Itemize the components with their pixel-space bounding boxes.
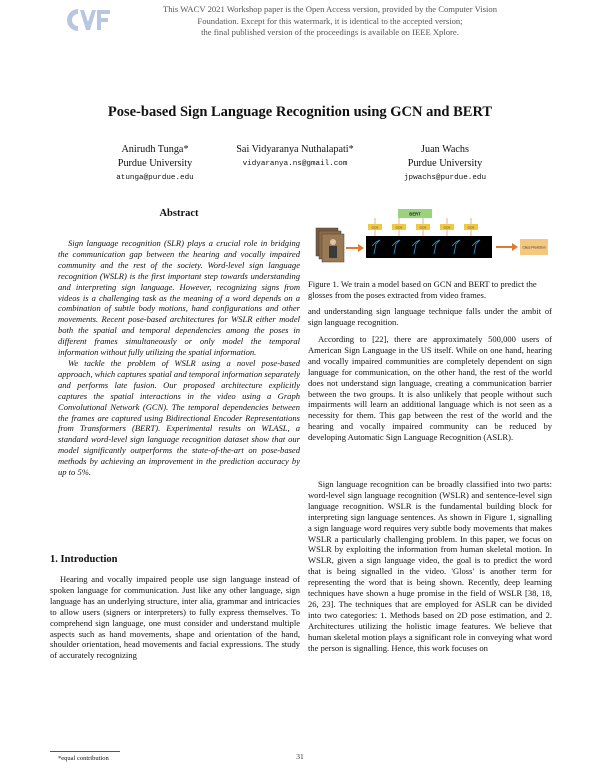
svg-text:GCN: GCN	[371, 225, 379, 230]
paper-title: Pose-based Sign Language Recognition using GCN and BERT	[107, 104, 493, 120]
author-name: Juan Wachs	[421, 144, 469, 155]
body-paragraph: and understanding sign language technique falls under the ambit of sign language recognition.	[308, 306, 552, 327]
author-email: vidyaranya.ns@gmail.com	[242, 160, 348, 168]
watermark-line: This WACV 2021 Workshop paper is the Open Access version, provided by the Computer Vision	[163, 4, 497, 14]
pose-sequence-strip	[366, 236, 492, 258]
class-prediction-box	[520, 239, 548, 255]
svg-text:GCN: GCN	[443, 225, 451, 230]
figure-1-diagram	[310, 206, 550, 270]
author-affiliation: Purdue University	[117, 158, 193, 169]
gcn-blocks	[368, 224, 478, 230]
author-block	[200, 143, 390, 171]
author-block	[380, 143, 510, 185]
abstract-paragraph: We tackle the problem of WSLR using a novel pose-based approach, which captures spatial and temporal information separately and performs late fusion. Our proposed architecture explicitly captures the spatial interactions in the video using a Graph Convolutional Network (GCN). The temporal dependencies between the frames are captured using Bidirectional Encoder Representations from Transformers (BERT). Experimental results on WLASL, a standard word-level sign language recognition dataset show that our model significantly outperforms the state-of-the-art on pose-based methods by achieving an improvement in the prediction accuracy by up to 5%.	[58, 358, 300, 478]
author-email: atunga@purdue.edu	[116, 174, 194, 182]
svg-text:GCN: GCN	[467, 225, 475, 230]
author-affiliation: Purdue University	[407, 158, 483, 169]
page-number: 31	[296, 752, 304, 761]
body-paragraph: According to [22], there are approximately 500,000 users of American Sign Language in the US itself. While on one hand, hearing and vocally impaired communities are completely dependent on sign language for communication, on the other hand, the rest of the world does not understand sign language, creating a communication barrier between the two groups. It is also unlikely that people without such impairments will learn an additional language which is not seen as a necessity for them. This gap between the rest of the world and the hearing and vocally impaired community can be reduced by developing Automatic Sign Language Recognition (ASLR).	[308, 334, 552, 443]
abstract-paragraph: Sign language recognition (SLR) plays a crucial role in bridging the communication gap between the hearing and vocally impaired community and the rest of the society. Word-level sign language recognition (WSLR) is the first important step towards understanding and interpreting sign language. However, recognizing signs from videos is a challenging task as the meaning of a word depends on a combination of subtle body motions, hand configurations and other movements. Recent pose-based architectures for WSLR either model both the spatial and temporal dependencies among the poses in different frames simultaneously or only model the temporal information without fully utilizing the spatial information.	[58, 238, 300, 358]
author-name: Sai Vidyaranya Nuthalapati*	[236, 144, 354, 155]
watermark	[130, 4, 530, 39]
body-paragraph: Sign language recognition can be broadly classified into two parts: word-level sign language recognition (WSLR) and sentence-level sign language recognition. WSLR is the fundamental building block for interpreting sign language sentences. As shown in Figure 1, signalling a sign language word requires very subtle body movements that makes WSLR a particularly challenging problem. In this paper, we focus on WSLR by exploiting the information from human skeletal motion. In WSLR, given a sign language video, the goal is to predict the word that is being signalled in the video. 'Gloss' is another term for representing the word that is being shown. Recently, deep learning techniques have shown a huge promise in the field of WSLR [38, 18, 26, 23]. The techniques that are employed for ASLR can be divided into two categories: 1. Methods based on 2D pose estimation, and 2. Architectures utilizing the holistic image features. We believe that human skeletal motion plays a significant role in conveying what word the person is signalling. Hence, this work focuses on	[308, 479, 552, 653]
cvf-logo	[64, 6, 112, 34]
svg-text:GCN: GCN	[395, 225, 403, 230]
abstract-heading: Abstract	[159, 208, 199, 219]
watermark-line: Foundation. Except for this watermark, it is identical to the accepted version;	[197, 15, 463, 26]
svg-text:GCN: GCN	[419, 225, 427, 230]
cvf-logo-text: CVF	[64, 6, 66, 7]
svg-text:BERT: BERT	[409, 211, 421, 217]
author-block	[100, 143, 210, 185]
video-frames-stack	[316, 228, 344, 262]
arrow-to-poses	[346, 244, 364, 252]
watermark-line: the final published version of the proceedings is available on IEEE Xplore.	[201, 27, 459, 37]
arrow-to-output	[496, 243, 518, 251]
figure-caption: Figure 1. We train a model based on GCN and BERT to predict the glosses from the poses extracted from video frames.	[308, 279, 537, 300]
author-name: Anirudh Tunga*	[121, 144, 189, 155]
svg-text:Class Prediction: Class Prediction	[522, 245, 546, 250]
bert-block	[398, 209, 432, 218]
footnote: *equal contribution	[58, 755, 109, 762]
introduction-paragraph: Hearing and vocally impaired people use sign language instead of spoken language for communication. Just like any other language, sign language has an underlying structure, inter alia, grammar and intricacies to allow users (signers or interpreters) to fully express themselves. To comprehend sign language, one must consider and understand multiple aspects such as hand movements, shape and orientation of the hand, shoulder orientation, head movements and facial expressions. The study of accurately recognizing	[50, 574, 300, 661]
author-email: jpwachs@purdue.edu	[403, 174, 487, 182]
section-heading-introduction: 1. Introduction	[50, 554, 118, 565]
